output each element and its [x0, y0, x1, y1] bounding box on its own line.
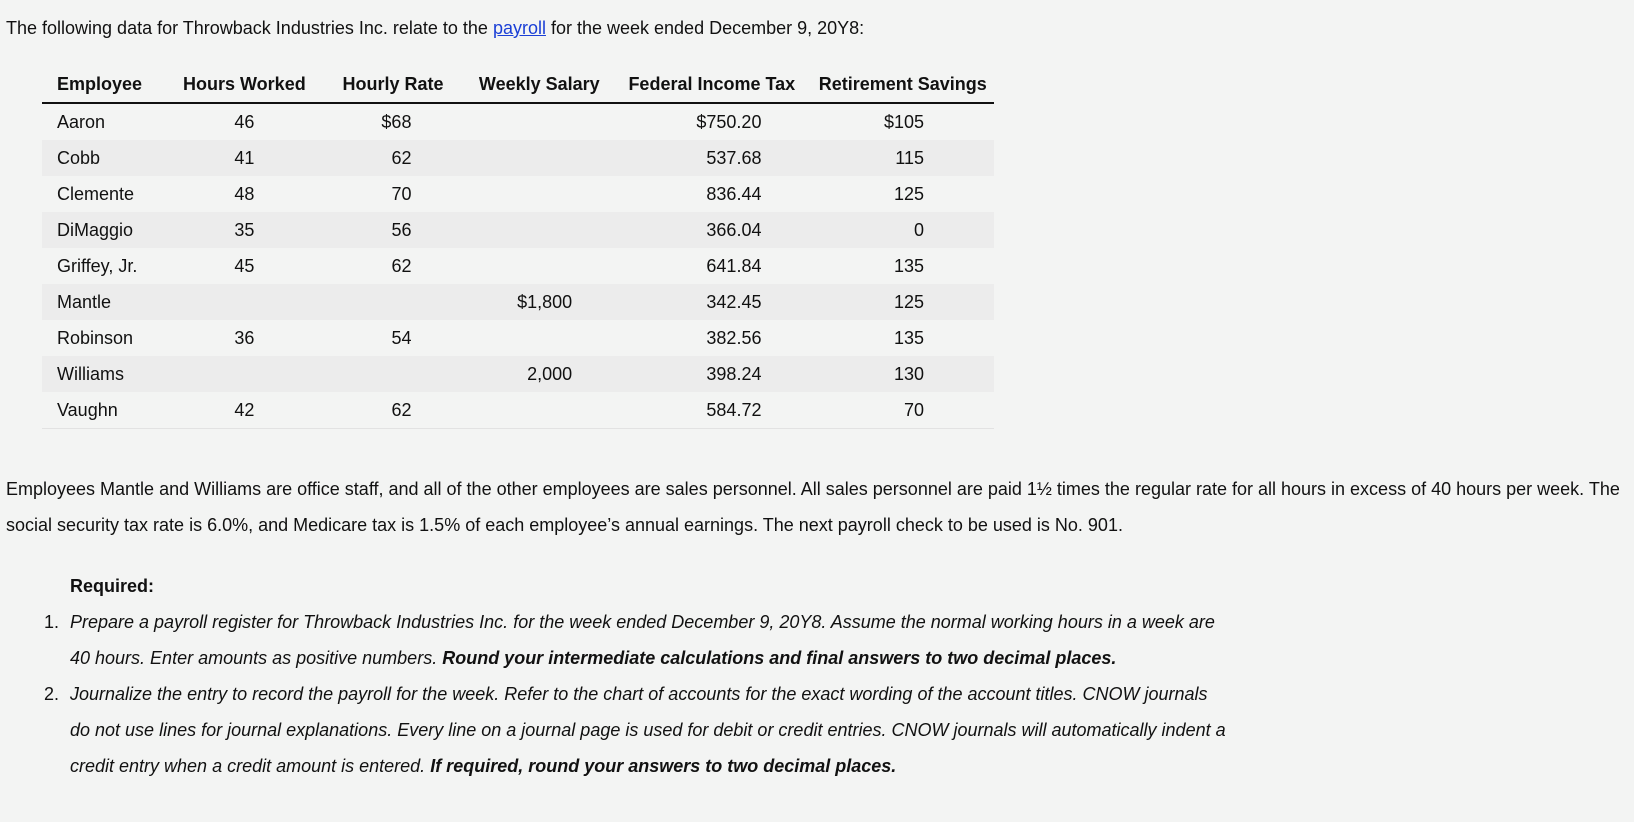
cell-employee: Mantle: [42, 284, 169, 320]
cell-retirement-savings: 0: [811, 212, 994, 248]
cell-hourly-rate: $68: [381, 111, 412, 132]
table-row: [42, 392, 994, 429]
table-row: [42, 284, 994, 320]
cell-hours-worked: 41: [169, 140, 319, 176]
cell-weekly-salary: [466, 103, 612, 140]
cell-hours-worked: 35: [169, 212, 319, 248]
cell-employee: Robinson: [57, 327, 134, 348]
intro-before: The following data for Throwback Industries Inc. relate to the: [6, 18, 493, 38]
cell-federal-income-tax: 584.72: [612, 392, 811, 429]
required-heading: Required:: [70, 576, 155, 596]
cell-hours-worked: 42: [169, 392, 319, 429]
required-item-text: Journalize the entry to record the payroll for the week. Refer to the chart of accounts for the exact wording of the account titles. CNOW journals do not use lines for journal explanations. Every line on a journal page is used for debit or credit entries. CNOW journals will automatically indent a credit entry when a credit amount is entered.: [70, 684, 1226, 776]
table-row: [42, 140, 994, 176]
cell-hourly-rate: 62: [319, 140, 466, 176]
required-item-number: 2.: [44, 684, 60, 704]
cell-weekly-salary: [466, 140, 612, 176]
required-item-number: 1.: [44, 612, 60, 632]
cell-federal-income-tax: 836.44: [706, 183, 762, 204]
cell-weekly-salary: [466, 248, 612, 284]
header-retirement-savings: Retirement Savings: [811, 67, 994, 103]
cell-hours-worked: 36: [234, 327, 255, 348]
required-item-text: Prepare a payroll register for Throwback Industries Inc. for the week ended December 9, 20Y8. Assume the normal working hours in a week are 40 hours. Enter amounts as positive numbers.: [70, 612, 1215, 668]
cell-weekly-salary: 2,000: [466, 356, 612, 392]
cell-retirement-savings: 125: [811, 284, 994, 320]
cell-employee: DiMaggio: [42, 212, 169, 248]
cell-hours-worked: 45: [234, 255, 255, 276]
table-row: [42, 248, 994, 284]
cell-federal-income-tax: 537.68: [612, 140, 811, 176]
cell-federal-income-tax: 342.45: [612, 284, 811, 320]
cell-hourly-rate: 62: [391, 255, 412, 276]
cell-federal-income-tax: 366.04: [612, 212, 811, 248]
header-weekly-salary: Weekly Salary: [466, 67, 612, 103]
intro-after: for the week ended December 9, 20Y8:: [545, 18, 865, 38]
cell-hours-worked: 46: [234, 111, 255, 132]
cell-employee: Clemente: [57, 183, 135, 204]
cell-employee: Vaughn: [42, 392, 169, 429]
cell-weekly-salary: $1,800: [466, 284, 612, 320]
table-row: [42, 356, 994, 392]
payroll-data-table: [42, 67, 994, 429]
payroll-link[interactable]: payroll: [492, 18, 546, 38]
cell-employee: Williams: [42, 356, 169, 392]
cell-retirement-savings: 125: [893, 183, 924, 204]
table-header-row: [42, 67, 994, 103]
cell-hours-worked: 48: [234, 183, 255, 204]
cell-retirement-savings: 135: [893, 255, 924, 276]
cell-employee: Griffey, Jr.: [57, 255, 138, 276]
header-federal-income-tax: Federal Income Tax: [612, 67, 811, 103]
cell-employee: Aaron: [57, 111, 106, 132]
policy-paragraph: Employees Mantle and Williams are office staff, and all of the other employees are sales personnel. All sales personnel are paid 1½ times the regular rate for all hours in excess of 40 hours per week. The social security tax rate is 6.0%, and Medicare tax is 1.5% of each employee’s annual earnings. The next payroll check to be used is No. 901.: [6, 479, 1620, 535]
cell-retirement-savings: $105: [883, 111, 924, 132]
cell-retirement-savings: 70: [811, 392, 994, 429]
cell-hours-worked: [169, 356, 319, 392]
cell-hourly-rate: 54: [391, 327, 412, 348]
cell-federal-income-tax: 398.24: [612, 356, 811, 392]
cell-weekly-salary: [466, 320, 612, 356]
required-list: [0, 604, 1230, 784]
required-item-bold-note: Round your intermediate calculations and final answers to two decimal places.: [442, 648, 1117, 668]
cell-federal-income-tax: $750.20: [696, 111, 762, 132]
required-item: [0, 604, 1230, 676]
table-row: [42, 103, 994, 140]
header-employee: Employee: [42, 67, 169, 103]
required-item-bold-note: If required, round your answers to two decimal places.: [430, 756, 897, 776]
table-row: [42, 212, 994, 248]
cell-employee: Cobb: [42, 140, 169, 176]
cell-hourly-rate: 56: [319, 212, 466, 248]
cell-hourly-rate: 70: [391, 183, 412, 204]
cell-weekly-salary: [466, 212, 612, 248]
cell-hourly-rate: [319, 356, 466, 392]
table-row: [42, 320, 994, 356]
header-hours-worked: Hours Worked: [169, 67, 319, 103]
cell-weekly-salary: [466, 176, 612, 212]
table-row: [42, 176, 994, 212]
cell-hourly-rate: 62: [319, 392, 466, 429]
cell-federal-income-tax: 382.56: [706, 327, 762, 348]
required-item: [0, 676, 1230, 784]
cell-weekly-salary: [466, 392, 612, 429]
cell-federal-income-tax: 641.84: [706, 255, 762, 276]
header-hourly-rate: Hourly Rate: [319, 67, 466, 103]
cell-hourly-rate: [319, 284, 466, 320]
cell-retirement-savings: 115: [811, 140, 994, 176]
cell-hours-worked: [169, 284, 319, 320]
cell-retirement-savings: 130: [811, 356, 994, 392]
cell-retirement-savings: 135: [893, 327, 924, 348]
intro-text: [6, 16, 864, 40]
